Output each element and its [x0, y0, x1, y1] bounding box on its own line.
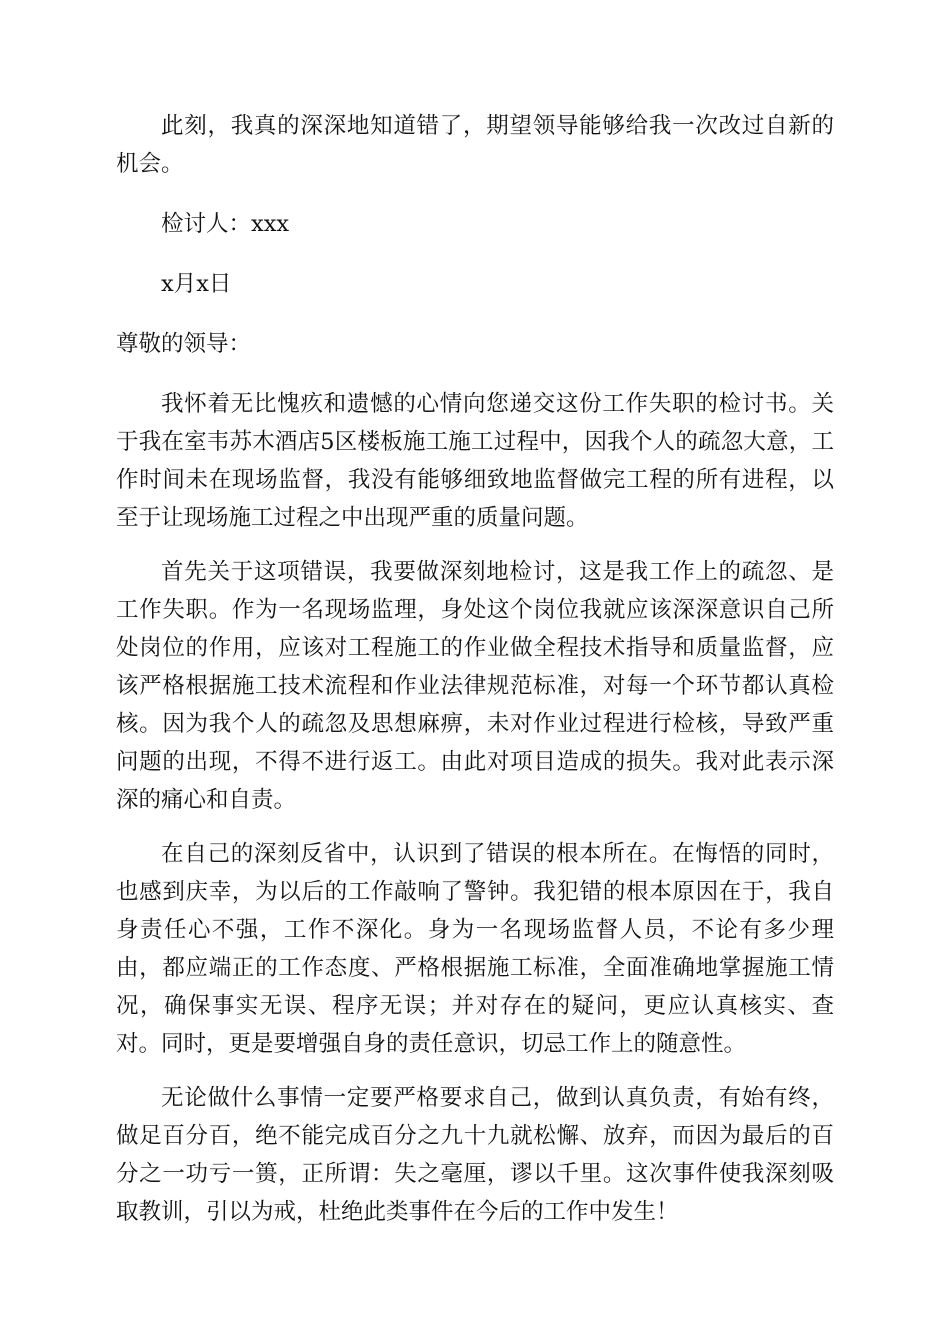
- signature-line: 检讨人：xxx: [161, 211, 290, 237]
- body-paragraph-cause: 在自己的深刻反省中，认识到了错误的根本所在。在悔悟的同时，也感到庆幸，为以后的工作敲响了警钟。我犯错的根本原因在于，我自身责任心不强，工作不深化。身为一名现场监督人员，不论有多少理由，都应端正的工作态度、严格根据施工标准，全面准确地掌握施工情况，确保事实无误、程序无误；并对存在的疑问，更应认真核实、查对。同时，更是要增强自身的责任意识，切忌工作上的随意性。: [116, 841, 834, 1057]
- body-paragraph-intro: 我怀着无比愧疚和遗憾的心情向您递交这份工作失职的检讨书。关于我在室韦苏木酒店5区楼板施工施工过程中，因我个人的疏忽大意，工作时间未在现场监督，我没有能够细致地监督做完工程的所有进程，以至于让现场施工过程之中出现严重的质量问题。: [116, 391, 834, 531]
- date-line: x月x日: [161, 271, 232, 297]
- body-paragraph-reflection: 首先关于这项错误，我要做深刻地检讨，这是我工作上的疏忽、是工作失职。作为一名现场监理，身处这个岗位我就应该深深意识自己所处岗位的作用，应该对工程施工的作业做全程技术指导和质量监督，应该严格根据施工技术流程和作业法律规范标准，对每一个环节都认真检核。因为我个人的疏忽及思想麻痹，未对作业过程进行检核，导致严重问题的出现，不得不进行返工。由此对项目造成的损失。我对此表示深深的痛心和自责。: [116, 559, 834, 813]
- document-page: [116, 107, 834, 1231]
- closing-paragraph: 此刻，我真的深深地知道错了，期望领导能够给我一次改过自新的机会。: [116, 113, 834, 177]
- salutation: 尊敬的领导：: [116, 331, 252, 357]
- body-paragraph-resolution: 无论做什么事情一定要严格要求自己，做到认真负责，有始有终，做足百分百，绝不能完成百分之九十九就松懈、放弃，而因为最后的百分之一功亏一篑，正所谓：失之毫厘，谬以千里。这次事件使我深刻吸取教训，引以为戒，杜绝此类事件在今后的工作中发生！: [116, 1085, 834, 1225]
